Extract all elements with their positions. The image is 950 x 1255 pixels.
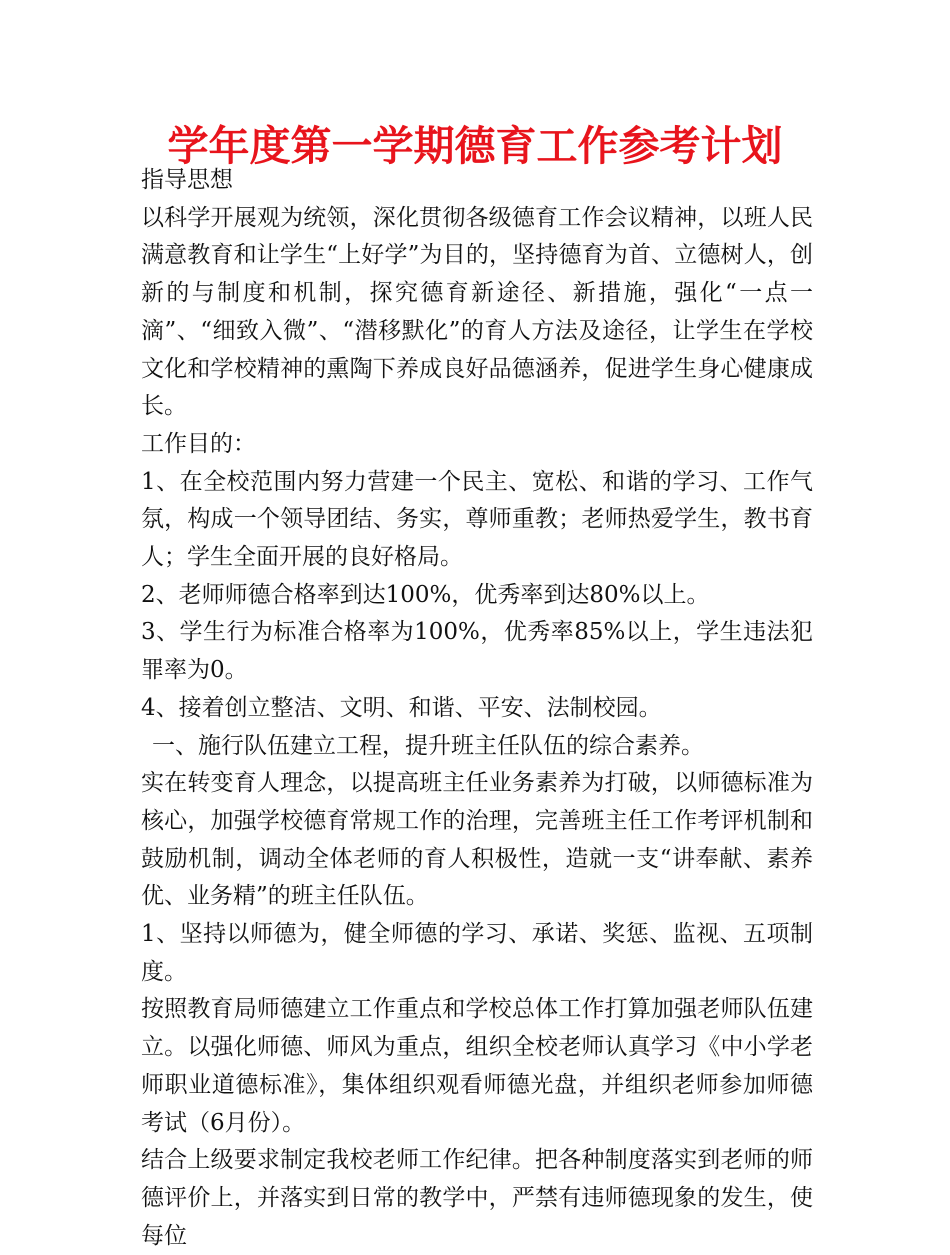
document-body [141,162,813,1255]
section-heading-team-building: 一、施行队伍建立工程，提升班主任队伍的综合素养。 [152,732,704,759]
paragraph-team-building: 实在转变育人理念，以提高班主任业务素养为打破，以师德标准为核心，加强学校德育常规工作的治理，完善班主任工作考评机制和鼓励机制，调动全体老师的育人积极性，造就一支“讲奉献、素养优、业务精”的班主任队伍。 [141,770,813,910]
document-title: 学年度第一学期德育工作参考计划 [167,122,783,170]
section-heading-work-goals: 工作目的： [141,430,256,457]
paragraph-guiding-ideology: 以科学开展观为统领，深化贯彻各级德育工作会议精神，以班人民满意教育和让学生“上好学”为目的，坚持德育为首、立德树人，创新的与制度和机制，探究德育新途径、新措施，强化“一点一滴”、“细致入微”、“潜移默化”的育人方法及途径，让学生在学校文化和学校精神的熏陶下养成良好品德涵养，促进学生身心健康成长。 [141,204,813,420]
section-heading-guiding-ideology: 指导思想 [141,167,233,193]
goal-item-4: 4、接着创立整洁、文明、和谐、平安、法制校园。 [141,694,662,721]
goal-item-2: 2、老师师德合格率到达100%，优秀率到达80%以上。 [141,581,710,608]
paragraph-ethics-study: 按照教育局师德建立工作重点和学校总体工作打算加强老师队伍建立。以强化师德、师风为重点，组织全校老师认真学习《中小学老师职业道德标准》，集体组织观看师德光盘，并组织老师参加师德考试（6月份）。 [141,996,813,1136]
subitem-1-ethics-system: 1、坚持以师德为，健全师德的学习、承诺、奖惩、监视、五项制度。 [141,921,813,985]
goal-item-3: 3、学生行为标准合格率为100%，优秀率85%以上，学生违法犯罪率为0。 [141,619,813,684]
paragraph-work-discipline: 结合上级要求制定我校老师工作纪律。把各种制度落实到老师的师德评价上，并落实到日常的教学中，严禁有违师德现象的发生，使每位 [141,1147,813,1249]
goal-item-1: 1、在全校范围内努力营建一个民主、宽松、和谐的学习、工作气氛，构成一个领导团结、务实，尊师重教；老师热爱学生，教书育人；学生全面开展的良好格局。 [141,468,813,571]
